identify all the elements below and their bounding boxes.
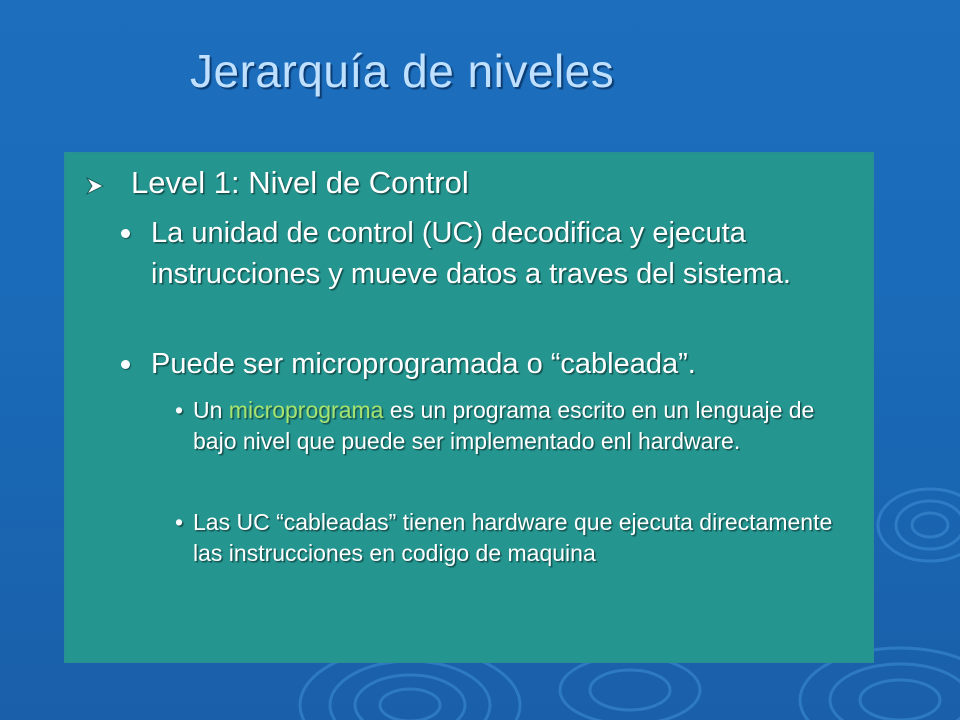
level2-bullet-item xyxy=(121,213,861,339)
round-bullet-icon xyxy=(121,360,130,369)
level3-text: Un microprograma es un programa escrito en un lenguaje de bajo nivel que puede ser implementado enl hardware. xyxy=(193,397,815,454)
round-bullet-icon xyxy=(121,229,130,238)
bullet-icon: • xyxy=(175,509,184,535)
level2-bullet-item xyxy=(121,344,861,388)
level3-text: Las UC “cableadas” tienen hardware que ejecuta directamente las instrucciones en codigo de maquina xyxy=(193,509,833,566)
level3-bullet-item xyxy=(175,507,865,603)
arrow-bullet-icon xyxy=(85,177,105,195)
level2-text: La unidad de control (UC) decodifica y ejecuta instrucciones y mueve datos a traves del sistema. xyxy=(151,217,791,290)
level3-bullet-item xyxy=(175,395,865,491)
content-box xyxy=(64,152,874,663)
highlighted-term: microprograma xyxy=(228,397,384,423)
level1-text: Level 1: Nivel de Control xyxy=(131,165,469,200)
slide-title: Jerarquía de niveles xyxy=(190,45,615,97)
bullet-icon: • xyxy=(175,397,184,423)
level2-text: Puede ser microprogramada o “cableada”. xyxy=(151,348,696,380)
